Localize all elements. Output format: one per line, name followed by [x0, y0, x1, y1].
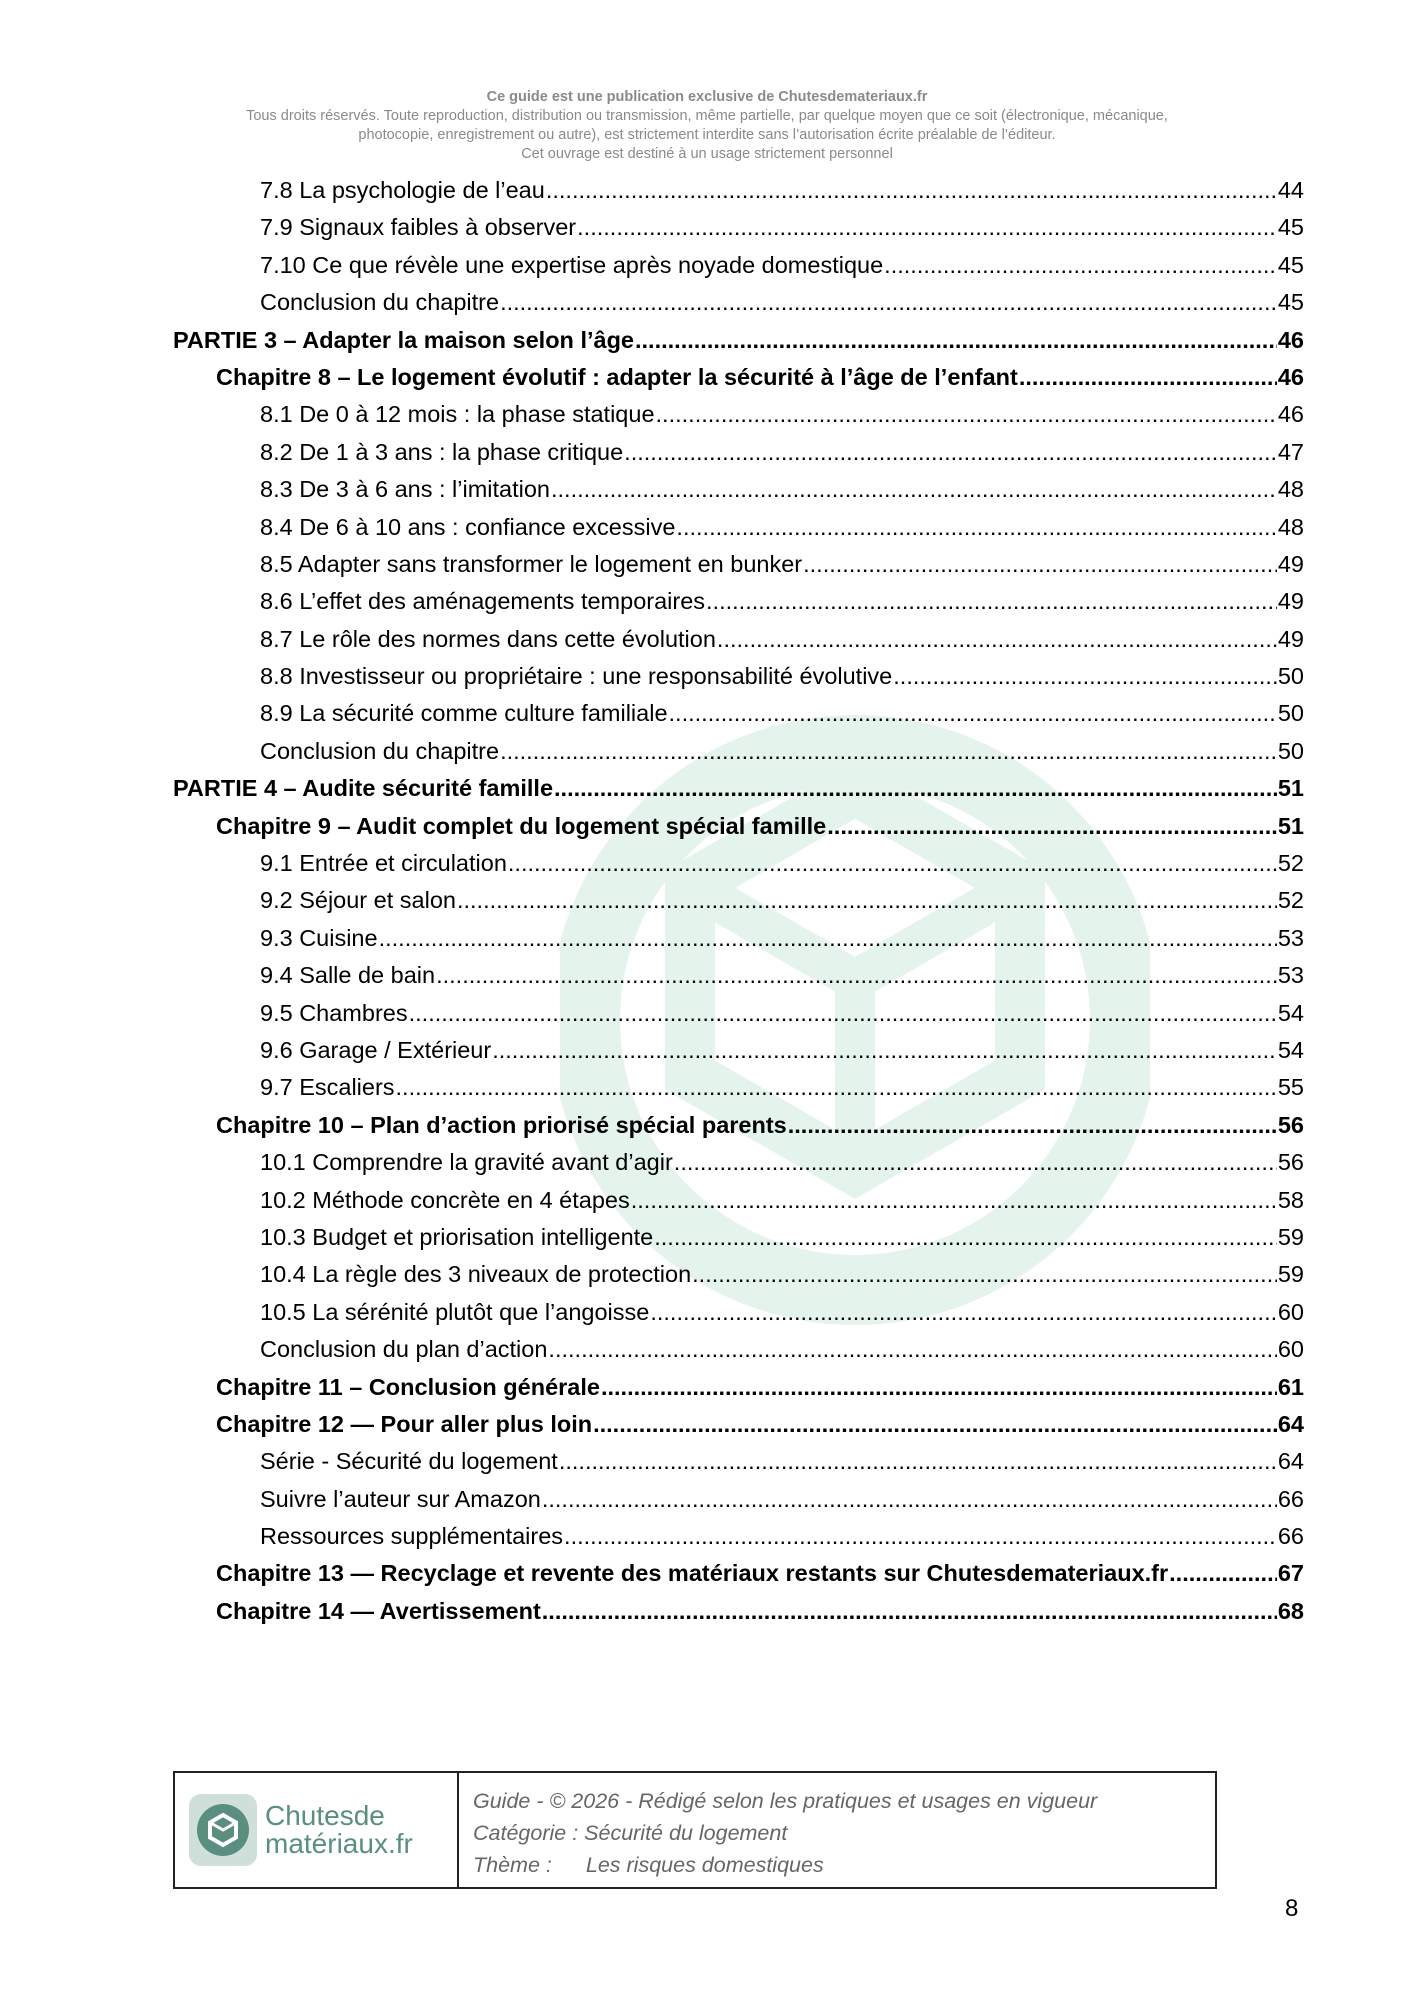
toc-entry-page: 67	[1277, 1560, 1304, 1587]
dot-leader	[379, 925, 1277, 952]
toc-entry-page: 50	[1277, 737, 1304, 764]
toc-entry[interactable]	[173, 327, 1304, 364]
toc-entry-title: 10.1 Comprendre la gravité avant d’agir	[260, 1149, 673, 1176]
theme-label: Thème :	[473, 1853, 552, 1877]
toc-entry-title: Conclusion du chapitre	[260, 737, 500, 764]
toc-entry[interactable]	[173, 1374, 1304, 1411]
toc-entry-page: 56	[1277, 1111, 1304, 1138]
toc-entry[interactable]	[173, 925, 1304, 962]
dot-leader	[893, 663, 1277, 690]
toc-entry[interactable]	[173, 1000, 1304, 1037]
toc-entry-page: 46	[1277, 363, 1304, 390]
dot-leader	[624, 439, 1277, 466]
toc-entry-page: 59	[1277, 1223, 1304, 1250]
toc-entry-title: 8.8 Investisseur ou propriétaire : une responsabilité évolutive	[260, 663, 893, 690]
dot-leader	[593, 1411, 1277, 1438]
toc-entry[interactable]	[173, 962, 1304, 999]
dot-leader	[803, 551, 1277, 578]
toc-entry[interactable]	[173, 1299, 1304, 1336]
toc-entry[interactable]	[173, 439, 1304, 476]
toc-entry-title: PARTIE 4 – Audite sécurité famille	[173, 775, 554, 802]
dot-leader	[492, 1037, 1277, 1064]
toc-entry-title: Ressources supplémentaires	[260, 1523, 564, 1550]
toc-entry-page: 50	[1277, 700, 1304, 727]
header-line: Cet ouvrage est destiné à un usage strictement personnel	[521, 146, 893, 162]
toc-entry[interactable]	[173, 850, 1304, 887]
toc-entry-title: 8.5 Adapter sans transformer le logement en bunker	[260, 550, 803, 577]
toc-entry-title: PARTIE 3 – Adapter la maison selon l’âge	[173, 326, 634, 353]
toc-entry[interactable]	[173, 738, 1304, 775]
toc-entry-title: 8.1 De 0 à 12 mois : la phase statique	[260, 401, 655, 428]
toc-entry-page: 68	[1277, 1597, 1304, 1624]
toc-entry[interactable]	[173, 1523, 1304, 1560]
toc-entry-page: 53	[1277, 962, 1304, 989]
toc-entry-title: Chapitre 8 – Le logement évolutif : adapter la sécurité à l’âge de l’enfant	[216, 363, 1018, 390]
toc-entry-page: 48	[1277, 476, 1304, 503]
dot-leader	[542, 1486, 1277, 1513]
table-of-contents	[173, 177, 1304, 1635]
dot-leader	[554, 775, 1277, 802]
toc-entry-page: 64	[1277, 1448, 1304, 1475]
toc-entry-title: Série - Sécurité du logement	[260, 1448, 558, 1475]
dot-leader	[457, 887, 1277, 914]
toc-entry-title: 8.2 De 1 à 3 ans : la phase critique	[260, 438, 624, 465]
toc-entry-title: 10.4 La règle des 3 niveaux de protection	[260, 1261, 692, 1288]
toc-entry-page: 48	[1277, 513, 1304, 540]
dot-leader	[884, 252, 1277, 279]
toc-entry[interactable]	[173, 887, 1304, 924]
toc-entry[interactable]	[173, 663, 1304, 700]
toc-entry-page: 53	[1277, 924, 1304, 951]
theme-value: Les risques domestiques	[585, 1853, 824, 1877]
toc-entry-title: 9.1 Entrée et circulation	[260, 850, 507, 877]
toc-entry-page: 54	[1277, 999, 1304, 1026]
toc-entry-page: 56	[1277, 1149, 1304, 1176]
toc-entry-title: 7.9 Signaux faibles à observer	[260, 214, 577, 241]
dot-leader	[674, 1149, 1277, 1176]
footer-box	[173, 1771, 1217, 1889]
toc-entry[interactable]	[173, 1187, 1304, 1224]
toc-entry-page: 49	[1277, 588, 1304, 615]
toc-entry-title: Suivre l’auteur sur Amazon	[260, 1485, 541, 1512]
toc-entry-page: 52	[1277, 887, 1304, 914]
toc-entry-page: 59	[1277, 1261, 1304, 1288]
dot-leader	[1169, 1560, 1277, 1587]
toc-entry[interactable]	[173, 1074, 1304, 1111]
toc-entry-title: 9.5 Chambres	[260, 999, 408, 1026]
guide-info: Guide - © 2026 - Rédigé selon les pratiques et usages en vigueur	[473, 1789, 1098, 1813]
dot-leader	[692, 1261, 1277, 1288]
dot-leader	[551, 476, 1277, 503]
dot-leader	[564, 1523, 1277, 1550]
toc-entry[interactable]	[173, 775, 1304, 812]
toc-entry-title: Conclusion du chapitre	[260, 289, 500, 316]
toc-entry-title: 9.6 Garage / Extérieur	[260, 1036, 492, 1063]
toc-entry[interactable]	[173, 700, 1304, 737]
toc-entry[interactable]	[173, 177, 1304, 214]
toc-entry[interactable]	[173, 401, 1304, 438]
toc-entry-title: 8.9 La sécurité comme culture familiale	[260, 700, 668, 727]
header-line: Tous droits réservés. Toute reproduction, distribution ou transmission, même partielle, par quelque moyen que ce soit (électronique, mécanique,	[246, 108, 1168, 124]
toc-entry-title: Chapitre 10 – Plan d’action priorisé spécial parents	[216, 1111, 787, 1138]
toc-entry[interactable]	[173, 1598, 1304, 1635]
toc-entry-title: Conclusion du plan d’action	[260, 1336, 548, 1363]
toc-entry-title: Chapitre 11 – Conclusion générale	[216, 1373, 600, 1400]
toc-entry[interactable]	[173, 476, 1304, 513]
dot-leader	[650, 1299, 1277, 1326]
dot-leader	[542, 1598, 1277, 1625]
toc-entry-page: 61	[1277, 1373, 1304, 1400]
dot-leader	[631, 1187, 1277, 1214]
header-title: Ce guide est une publication exclusive de Chutesdemateriaux.fr	[486, 89, 928, 105]
toc-entry-page: 51	[1277, 812, 1304, 839]
toc-entry-title: 9.4 Salle de bain	[260, 962, 436, 989]
toc-entry[interactable]	[173, 813, 1304, 850]
toc-entry-title: 10.2 Méthode concrète en 4 étapes	[260, 1186, 630, 1213]
logo-text-line1: Chutesde	[265, 1800, 385, 1831]
toc-entry-page: 46	[1277, 326, 1304, 353]
dot-leader	[669, 700, 1277, 727]
dot-leader	[409, 1000, 1277, 1027]
toc-entry[interactable]	[173, 1486, 1304, 1523]
category-info: Catégorie : Sécurité du logement	[473, 1821, 788, 1845]
toc-entry-title: 7.8 La psychologie de l’eau	[260, 177, 545, 203]
toc-entry-title: 7.10 Ce que révèle une expertise après noyade domestique	[260, 251, 884, 278]
toc-entry-page: 55	[1277, 1074, 1304, 1101]
toc-entry[interactable]	[173, 1336, 1304, 1373]
toc-entry-title: Chapitre 12 — Pour aller plus loin	[216, 1410, 593, 1437]
dot-leader	[436, 962, 1277, 989]
dot-leader	[788, 1112, 1277, 1139]
dot-leader	[396, 1074, 1277, 1101]
toc-entry-page: 50	[1277, 663, 1304, 690]
toc-entry-title: 8.6 L’effet des aménagements temporaires	[260, 588, 706, 615]
brand-logo	[175, 1773, 459, 1887]
toc-entry-title: Chapitre 9 – Audit complet du logement spécial famille	[216, 812, 827, 839]
toc-entry[interactable]	[173, 1112, 1304, 1149]
toc-entry-title: 9.7 Escaliers	[260, 1074, 395, 1101]
toc-entry-title: 10.3 Budget et priorisation intelligente	[260, 1223, 654, 1250]
toc-entry[interactable]	[173, 252, 1304, 289]
dot-leader	[548, 1336, 1276, 1363]
toc-entry-page: 49	[1277, 550, 1304, 577]
page-number: 8	[1285, 1895, 1299, 1922]
toc-entry-page: 66	[1277, 1485, 1304, 1512]
toc-entry-page: 60	[1277, 1336, 1304, 1363]
dot-leader	[827, 813, 1277, 840]
dot-leader	[500, 289, 1277, 316]
theme-info	[473, 1849, 1097, 1881]
toc-entry[interactable]	[173, 514, 1304, 551]
toc-entry-page: 52	[1277, 850, 1304, 877]
toc-entry-page: 45	[1277, 289, 1304, 316]
toc-entry[interactable]	[173, 1037, 1304, 1074]
toc-entry-page: 45	[1277, 251, 1304, 278]
toc-entry-page: 60	[1277, 1298, 1304, 1325]
dot-leader	[1019, 364, 1277, 391]
logo-text-line2: matériaux.fr	[265, 1828, 413, 1859]
dot-leader	[676, 514, 1276, 541]
dot-leader	[500, 738, 1277, 765]
toc-entry-title: 9.2 Séjour et salon	[260, 887, 456, 914]
toc-entry-page: 51	[1277, 775, 1304, 802]
toc-entry-page: 47	[1277, 438, 1304, 465]
dot-leader	[635, 327, 1277, 354]
toc-entry-title: 8.3 De 3 à 6 ans : l’imitation	[260, 476, 550, 503]
dot-leader	[546, 177, 1277, 204]
toc-entry[interactable]	[173, 588, 1304, 625]
toc-entry-page: 66	[1277, 1523, 1304, 1550]
toc-entry-page: 64	[1277, 1410, 1304, 1437]
toc-entry[interactable]	[173, 1411, 1304, 1448]
toc-entry-title: 8.7 Le rôle des normes dans cette évolution	[260, 625, 716, 652]
toc-entry-page: 46	[1277, 401, 1304, 428]
dot-leader	[577, 214, 1277, 241]
toc-entry[interactable]	[173, 1560, 1304, 1597]
dot-leader	[601, 1374, 1277, 1401]
toc-entry-title: 9.3 Cuisine	[260, 924, 378, 951]
toc-entry-title: 10.5 La sérénité plutôt que l’angoisse	[260, 1298, 650, 1325]
dot-leader	[656, 401, 1277, 428]
toc-entry[interactable]	[173, 551, 1304, 588]
toc-entry[interactable]	[173, 214, 1304, 251]
toc-entry[interactable]	[173, 626, 1304, 663]
toc-entry[interactable]	[173, 1149, 1304, 1186]
toc-entry-page: 45	[1277, 214, 1304, 241]
header-line: photocopie, enregistrement ou autre), est strictement interdite sans l’autorisation écrite préalable de l’éditeur.	[358, 127, 1056, 143]
dot-leader	[559, 1448, 1277, 1475]
toc-entry[interactable]	[173, 1261, 1304, 1298]
toc-entry[interactable]	[173, 1224, 1304, 1261]
dot-leader	[654, 1224, 1277, 1251]
copyright-header	[0, 88, 1414, 164]
toc-entry-title: Chapitre 14 — Avertissement	[216, 1597, 541, 1624]
toc-entry-title: Chapitre 13 — Recyclage et revente des matériaux restants sur Chutesdemateriaux.fr	[216, 1560, 1169, 1587]
dot-leader	[706, 588, 1277, 615]
toc-entry[interactable]	[173, 289, 1304, 326]
toc-entry-page: 54	[1277, 1036, 1304, 1063]
toc-entry-page: 44	[1277, 177, 1304, 203]
toc-entry-page: 58	[1277, 1186, 1304, 1213]
toc-entry[interactable]	[173, 364, 1304, 401]
toc-entry-title: 8.4 De 6 à 10 ans : confiance excessive	[260, 513, 676, 540]
logo-icon	[189, 1794, 257, 1866]
dot-leader	[508, 850, 1277, 877]
toc-entry[interactable]	[173, 1448, 1304, 1485]
dot-leader	[717, 626, 1277, 653]
toc-entry-page: 49	[1277, 625, 1304, 652]
